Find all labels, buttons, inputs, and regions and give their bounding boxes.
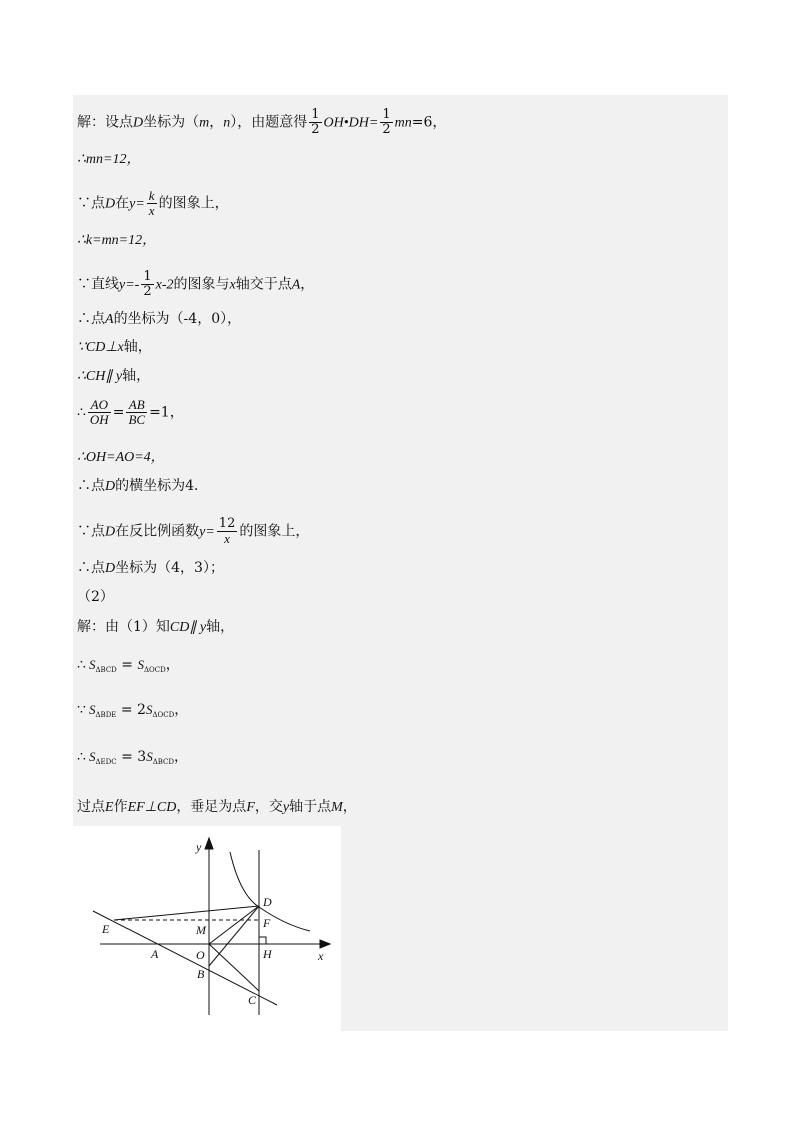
text: 作	[113, 799, 128, 815]
text: 的坐标为（-4，0），	[113, 311, 242, 327]
text: 解：由（1）知	[77, 619, 170, 635]
fraction: $\frac{AO}{OH}$	[89, 397, 109, 427]
text: ，垂足为点	[176, 799, 247, 815]
solution-line-17	[77, 701, 188, 724]
text: x	[229, 277, 236, 293]
text: y=	[129, 196, 145, 212]
label-O: O	[196, 948, 205, 962]
text: OH•DH=	[323, 115, 379, 131]
text: S	[145, 702, 153, 717]
text: y	[282, 800, 290, 815]
solution-line-8	[77, 367, 150, 386]
text: A	[105, 312, 114, 327]
text: ∴点	[77, 311, 105, 327]
text: 解：设点	[77, 114, 133, 131]
text: ∵CD⊥x	[77, 340, 124, 355]
text: CD∥ y	[169, 620, 207, 635]
text: M	[331, 800, 343, 815]
text: 的图象与	[173, 276, 230, 293]
fraction: $\frac{12}{x}$	[218, 516, 236, 546]
text: =1，	[149, 404, 184, 421]
label-B: B	[197, 967, 205, 981]
solution-line-5	[77, 270, 314, 299]
text: D	[133, 115, 144, 131]
solution-line-1	[77, 108, 446, 137]
label-E: E	[102, 922, 110, 936]
label-F: F	[263, 916, 271, 930]
text: ，交	[254, 799, 283, 815]
fraction: $\frac{1}{2}$	[143, 269, 152, 299]
text: n	[223, 115, 231, 131]
text: 的图象上，	[239, 523, 310, 540]
text: 轴交于点	[235, 276, 292, 293]
text: ∵点	[77, 195, 105, 212]
label-C: C	[248, 993, 257, 1007]
solution-line-18	[77, 748, 188, 771]
fraction: $\frac{1}{2}$	[382, 107, 391, 137]
solution-line-4: ∴k=mn=12，	[77, 233, 157, 248]
text: ，	[174, 749, 188, 765]
text: ，	[300, 276, 315, 293]
solution-line-16	[77, 656, 180, 679]
label-D: D	[263, 895, 272, 909]
text: = 2	[116, 702, 146, 718]
fraction: $\frac{1}{2}$	[311, 107, 320, 137]
text: 的横坐标为4．	[115, 478, 209, 494]
solution-line-6	[77, 310, 241, 329]
text: ∴	[77, 749, 86, 765]
text: D	[105, 196, 116, 212]
text: m	[199, 115, 210, 131]
label-y: y	[196, 840, 202, 854]
label-H: H	[263, 947, 272, 961]
text: S	[89, 657, 96, 672]
text: A	[291, 277, 301, 293]
text: S	[137, 657, 144, 672]
text: F	[246, 800, 255, 815]
fraction: $\frac{k}{x}$	[148, 188, 155, 218]
text: ΔBCD	[152, 758, 174, 766]
text: ΔBCD	[95, 666, 117, 674]
geometry-figure	[73, 826, 341, 1031]
text: =	[112, 404, 125, 421]
text: =6，	[411, 114, 447, 131]
text: ΔOCD	[143, 666, 166, 674]
text: x-2	[155, 277, 174, 293]
text: 轴，	[123, 339, 152, 355]
text: mn	[394, 115, 412, 131]
text: ，	[342, 799, 357, 815]
text: D	[105, 479, 116, 494]
fraction: $\frac{AB}{BC}$	[128, 397, 146, 427]
text: S	[146, 749, 153, 764]
label-M: M	[196, 923, 206, 937]
label-A: A	[151, 947, 159, 961]
text: = 3	[116, 749, 147, 765]
solution-line-13	[77, 559, 224, 578]
text: ∴点	[77, 478, 105, 494]
text: ），由题意得	[230, 114, 308, 131]
solution-line-19	[77, 798, 357, 817]
text: y=-	[119, 277, 140, 293]
text: 过点	[77, 799, 105, 815]
text: ∵直线	[77, 276, 119, 293]
text: 在	[115, 195, 130, 212]
text: S	[89, 702, 96, 717]
text: ，	[174, 702, 189, 718]
text: ∵	[77, 702, 86, 718]
text: ∵点	[77, 523, 105, 540]
text: ，	[165, 657, 180, 673]
text: ∴点	[77, 560, 105, 576]
text: ΔBDE	[95, 711, 117, 719]
text: ∴CH∥ y	[77, 369, 123, 384]
text: 的图象上，	[158, 195, 229, 212]
text: 轴，	[206, 619, 235, 635]
label-x: x	[318, 949, 324, 963]
text: EF⊥CD	[127, 800, 177, 815]
solution-line-10: ∴OH=AO=4，	[77, 450, 165, 465]
text: ΔEDC	[95, 758, 117, 766]
text: ∴	[77, 404, 86, 421]
text: 轴于点	[289, 799, 332, 815]
text: 在反比例函数	[115, 523, 200, 540]
solution-line-11	[77, 477, 208, 496]
text: ，	[209, 114, 224, 131]
solution-line-3	[77, 189, 229, 218]
solution-line-15	[77, 618, 234, 637]
solution-line-12	[77, 517, 309, 546]
text: 坐标为（	[143, 114, 200, 131]
text: 坐标为（4，3）；	[115, 560, 224, 576]
solution-line-7	[77, 338, 152, 357]
solution-line-2: ∴mn=12，	[77, 152, 141, 167]
text: 轴，	[122, 368, 151, 384]
text: =	[116, 657, 138, 673]
text: ΔOCD	[152, 711, 175, 719]
solution-line-9	[77, 398, 184, 427]
text: y=	[199, 524, 215, 540]
text: S	[89, 749, 96, 764]
text: ∴	[77, 657, 86, 673]
text: D	[105, 561, 116, 576]
text: E	[105, 800, 114, 815]
text: D	[105, 524, 116, 540]
solution-line-14: （2）	[77, 589, 114, 605]
